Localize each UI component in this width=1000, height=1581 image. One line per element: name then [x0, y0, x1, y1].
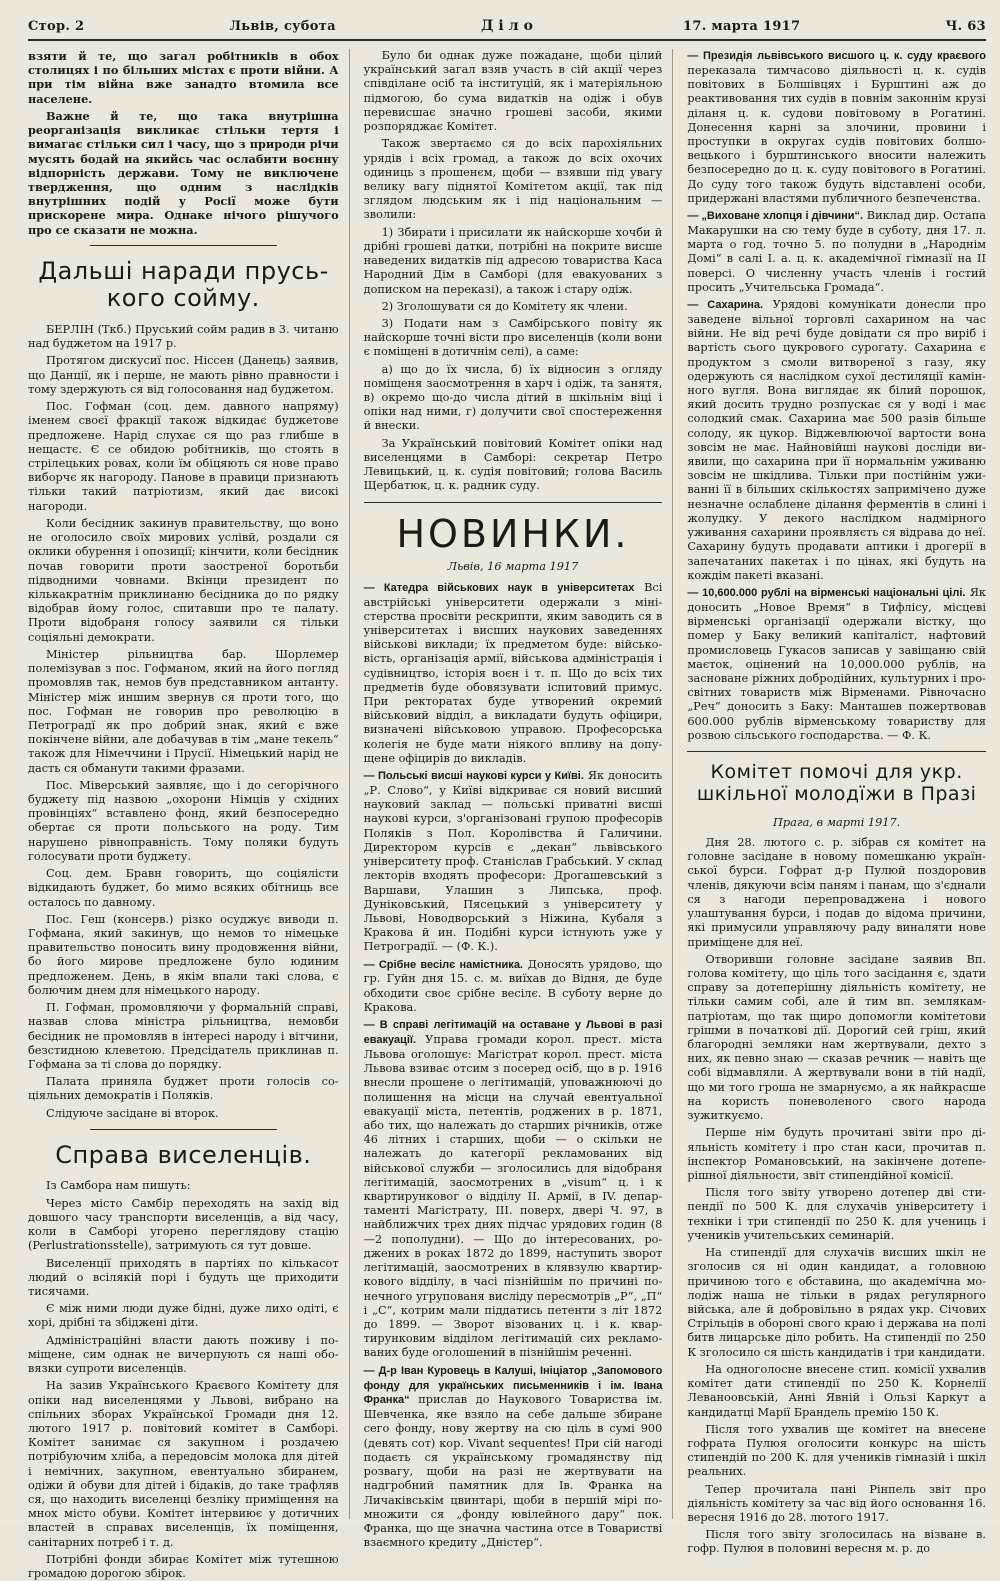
news-item [364, 769, 663, 954]
appeal-paragraph: 3) Подати нам з Самбірського повіту як найскорше точні вісти про виселенців (коли вони є поміщені в дотичнім селі), а саме: [363, 316, 663, 359]
news-item [364, 958, 663, 1016]
appeal-paragraph: 1) Збирати і присилати як найскорше хочби й дрібні грошеві датки, потрібні на покрите висше наведених видатків під адресою товариства Каса Народний Дім в Самборі (для евакуованих з дописком на переказі), а також і стару одіж. [363, 225, 663, 296]
intro-paragraph: взяти й те, що загал робітників в обох столицях і по більших містах є проти війни. А при тім війна вже занадто втомила все населене. [28, 49, 339, 106]
settlers-paragraph: Адміністраційні власти дають поживу і поміщене, сим однак не вичерпують ся наші обовязки супроти виселенців. [28, 1333, 339, 1376]
news-item-head: — 10,600.000 рублі на вірменські національні цілі. [687, 587, 966, 600]
sejm-paragraph: Соц. дем. Бравн говорить, що соціялісти відкидають буджет, бо мимо всяких обітниць все осталось по давному. [28, 867, 339, 909]
intro-paragraph: Важне й те, що така внутрішна реорганізація викликає стільки тертя і вимагає стільки сил і часу, що з природи річи мусять бодай на якийсь час ослабити воєнну відпорність держави. Тому не виключене твердження, що одним з наслідків внутрішних подій у Росії може бути прискорене мира. Однаке нічого рішучого про се сказати не можна. [28, 108, 339, 237]
news-item [687, 49, 986, 206]
news-item-head: — Катедра військових наук в університетах [363, 581, 635, 594]
prague-paragraph: Перше нім будуть прочитані звіти про діяльність комітету і про стан каси, прочитав п. інспектор Романовський, на закінчене дотеперішної діяльности, звіт стипендійної комісії. [687, 1126, 986, 1182]
settlers-paragraph: На зазив Українського Краєвого Комітету для опіки над виселенцями у Львові, вибрано на спільних зборах Української Громади дня 12. лютого 1917 р. повітовий комітет в Самборі. Комітет занимає ся закупном і роздачею потрібуючим хліба, а передовсім молока для дітей і немічних, закупном, евентуально збиранем, одіжи й обуви для дітей і бідаків, до таке трафляв ся, що находить виселенці безліку приміщення на мнох місто обуви. Комітет інтервиює у дотичних властей в справах виселенців, їх поміщення, санітарних потреб і т. д. [28, 1379, 339, 1549]
masthead [28, 18, 986, 41]
news-item [364, 581, 663, 766]
sejm-paragraph: Міністер рільництва бар. Шорлемер полемізував з пос. Гофманом, який на його погляд промовляв так, немов був представником антанту. Міністер між иншим звернув ся проти того, що пос. Гофман не говорив про революцію в Петроградї як про добрий знак, який є вже покінчене війни, але добачував в тім „мане текель“ також для Німеччини і Прусії. Німецький нарід не дасть ся обманути такими фразами. [28, 647, 339, 775]
news-item-body: Всі австрійські університети одержали з міністерства просвіти рескрипти, яким заводить ся в університетах і висших наукових заведеннях військові виклади; їх предметом буде: військовість, організація армії, військова адміністрація і судівництво, історія воєн і т. п. Що до всіх тих предметів буде обовязувати іспитовий примус. При ректоратах буде утворений окремий військовий відділ, а викладати будуть офіцири, визначені військовою управою. Професорська колегія не буде мати ніякого впливу на допущене офіцирів до викладів. [363, 580, 663, 765]
news-item-body: Управа громади корол. прест. міста Львова оголошує: Магістрат корол. прест. міста Львова взиває отсим з посеред осіб, що в р. 1916 внесли прошене о легітимацій, уповажнюючі до полишення на місци на случай евентуальної евакуації міста, петентів, роджених в р. 1871, або тих, що належать до старших річників, отже 46 літних і старших, щоби — о скільки не належать до категорії рекламованих від військової служби — зголосились для відобраня легітимацій, заосмотрених в „visum“ ц. і к квартирунковог о відділу ІІ. Армії, в IV. департаменті Магістрату, ІІІ. поверх, двері Ч. 97, в найближчих трех днях підчас урядових годин (8—2 пополудни). — Що до інтересованих, роджених в роках 1872 до 1899, наступить зворот легітимацій, заосмотрених в клявзулю квартиркового відділу, в часі пізнійшім по причині понечного угрупованя висліду пересмотрів „Р“, „П“ і „С“, котрим мали піддатись петенти з літ 1872 до 1899. — Зворот візованих ц. і к. квартирунковим відділом легітимацій сих рекламованих буде оголошений в пізнійшім реченні. [363, 1033, 663, 1360]
sejm-paragraph: Палата приняла буджет проти голосів соціяльних демократів і Поляків. [28, 1075, 339, 1103]
news-item-head: — Польські висші наукові курси у Київі. [363, 770, 584, 783]
sejm-paragraph: Пос. Міверський заявляє, що і до сегорічного буджету під назвою „охорони Німців у східних провінціях“ вставлено фонд, який безпосередно обертає ся проти польського на роду. Тим нарушено рівноправність. Тому поляки будуть голосувати проти буджету. [28, 778, 339, 863]
news-item-head: — Сахарина. [687, 299, 764, 311]
news-item [687, 298, 986, 583]
prague-paragraph: На одноголосне внесене стип. комісії ухвалив комітет дати стипендії по 250 К. Корнелії Леваноовській, Анні Явній і Ользі Каркут а кандидатці Марії Брандель премію 150 К. [687, 1362, 986, 1419]
settlers-paragraph: Через місто Самбір переходять на захід від довшого часу транспорти виселенців, а від часу, коли в Самборі угорено переглядову стацію (Perlustrationsstelle), затримують ся тут довше. [28, 1196, 339, 1253]
prague-paragraph: Дня 28. лютого с. р. зібрав ся комітет на головне засідане в новому помешканю української бурси. Гофрат д-р Пулюй поздоровив членів, дякуючи всім паням і панам, що з'єднали ся з нагоди перепроваджена і нового улаштування бурси, і подав до відома причини, які примусили управляючу раду виналяти нове приміщене для неї. [687, 835, 986, 949]
news-item-head: — Президія львівського висшого ц. к. суду краєвого [687, 50, 986, 62]
prague-paragraph: Тепер прочитала пані Рінпель звіт про діяльність комітету за час від його основання 16. вересня 1916 до 28. лютого 1917. [687, 1482, 986, 1525]
column-2 [363, 49, 674, 1550]
prague-paragraph: Після того ухвалив ще комітет на внесене гофрата Пулюя оголосити конкурс на шість стипендій по 200 К. для учеників гімназій і шкіл реальних. [687, 1422, 986, 1479]
page-number: Стор. 2 [28, 19, 85, 34]
column-1 [28, 49, 350, 1581]
news-item-head: — В справі легітимацій на оставане у Львові в разі евакуації. [363, 1019, 663, 1046]
news-item-head: — Д-р Іван Куровець в Калуші, Ініціатор „Запомового фонду для українських письменників і ім. Івана Франка“ [363, 1364, 663, 1407]
settlers-paragraph: Із Самбора нам пишуть: [46, 1179, 191, 1193]
news-item-body: переказала тимчасово діяльності ц. к. судів повітових в Болшівцях і Бурштині аж до реактивовання тих судів в повнім законнім крузі діланя ц. к. судови повітовому в Рогатині. Донесення карні за злочини, провини і проступки в округах судів повітових болшовецького і бурштинського вносити належить безпосередно до ц. к. суду повітового в Рогатині. До суду того також будуть відставлені особи, придержані властями публичного безпеченства. [687, 63, 986, 205]
prague-paragraph: Після того звіту утворено дотепер дві стипендії по 500 К. для слухачів університету і техніки і три стипендії по 250 К. для учениць і учеників учительських семинарій. [687, 1186, 986, 1242]
sejm-paragraph: БЕРЛІН (Ткб.) Пруський сойм радив в 3. читаню над буджетом на 1917 р. [28, 323, 339, 351]
headline-settlers: Справа виселенців. [55, 1140, 312, 1169]
news-dateline: Львів, 16 марта 1917 [447, 560, 579, 574]
divider [364, 502, 663, 503]
news-item [364, 1364, 663, 1551]
news-item-body: Як доносить „Новое Время“ в Тифлісу, місцеві вірменські організації одержали вістку, що помер у Баку великий капіталіст, нафтовий промисловець Гукасов записав у завіщаню свій маєток, оцінений на 10,000.000 рублів, на засноване ріжних добродійних, культурних і просвітних товариств між Вірменами. Рівночасно „Реч“ доносить з Баку: Манташев пожертвовав 600.000 рублів вірменському товариству для розвою сільського господарства. — Ф. К. [687, 586, 986, 742]
prague-paragraph: Після того звіту зголосилась на візване в. гофр. Пулюя в половині вересня м. р. до [687, 1528, 986, 1556]
prague-dateline: Прага, в марті 1917. [773, 815, 901, 829]
headline-prague-committee: Комітет помочі для укр. шкільної молодїжи в Празі [696, 761, 977, 805]
prague-paragraph: На стипендії для слухачів висших шкіл не зголосив ся ні один кандидат, а головною причиною того є обставина, що академічна молодіж наша не тільки в рядах регулярного війська, але й добровільно в рядах укр. Січових Стрільців в обороні свого краю і держава на полі битв лицарське діло робить. На стипендії по 250 К зголосило ся шість кандидатів і три кандидати. [687, 1246, 986, 1359]
news-item-body: Виклад дир. Остапа Макарушки на сю тему буде в суботу, дня 17. л. марта о год. точно 5. по полудни в „Народнім Домі“ в салі І. а. ц. к. академічної гімназії на ІІ поверсі. О численну участь членів і гостий просить „Учительська Громада“. [687, 209, 986, 294]
sejm-paragraph: Коли бесідник закинув правительству, що воно не оголосило своїх мирових услівй, роздали ся оклики обурення і опозиції; кінчити, коли бесідник почав говорити проти заостреної боротьби підводними човнами. Вкінци президент по кількакратнім приклинаню бесідника до по рядку відобрав йому голос, спитавши про те палату. Проти відобраня голосу заявили ся тільки соціяльні демократи. [28, 516, 339, 644]
sejm-paragraph: Слідуюче засідане ві второк. [46, 1106, 219, 1120]
columns [28, 49, 986, 1581]
prague-paragraph: Отворивши головне засідане заявив Вп. голова комітету, що ціль того засідання є, здати справу за дотеперішну діяльність комітету, не тільки самим собі, але й тим вп. землякам-патріотам, що так щиро допомогли комітетови грішми в початкові дії. Дорогий сей гріш, який благородні земляки нам жертвували, дехто з них, як певно знаю — сказав речник — навіть ще собі відмавляли. А жертвували вони в тій надії, що ми того гроша не змарнуємо, а як найкрасше на користь поневоленого свого народа зужиткуємо. [687, 952, 986, 1123]
appeal-paragraph: Також звертаємо ся до всіх парохіяльних урядів і всіх громад, а також до всіх охочих одиниць з прошенєм, щоби — взявши під увагу велику вагу піднятої Комітетом акції, так під зглядом людським як і під національним — зволили: [363, 137, 663, 222]
sejm-paragraph: Пос. Гофман (соц. дем. давного напряму) іменем своєї фракції також відкидає буджетове предложене. Нарід слухає ся що раз глибше в нещастє. Є се обидою робітників, що стоять в стрілецьких ровах, коли їм обіцяють ся нове право виборчє як нагороду. Панове в правици признають тільки такий патріотизм, який дає високі нагороди. [28, 400, 339, 513]
divider [687, 751, 986, 752]
settlers-paragraph: Виселенції приходять в партіях по кількасот людий о всілякій порі і будуть ще приходити тисячами. [28, 1256, 339, 1298]
news-item-body: Урядові комунікати донесли про заведене вільної торговлі сахарином на час війни. Не від речі буде довідати ся про виріб і вартість сього цукрового сурогату. Сахарина є продуктом з смоли витвореної з газу, яку одержують ся наслідком сухої дестиляції камінного вугля. Вона виглядає як білий порошок, який досить трудно розпускає ся у воді і має солодкий смак. Сахарина має 500 разів більше солоду, як цукор. Віджевлюючої вартости вона зовсім не має. Найновійші наукові досліди виявили, що сахарина при її нормальнім уживаню зовсім не шкідлива. Тільки при постійнім уживанні її в більших скількостях запримічено дуже незначне ослаблене ділання ферментів в слині і жолудку. У декого наслідком надмірного уживання сахарини проявляєть ся відрава до неї. Сахарину будуть продавати аптики і дрогерії в запечатаних пакетах і по цінах, які будуть на кождім пакеті вказані. [687, 298, 986, 582]
news-item-head: — Срібне весілє намістника. [363, 958, 523, 971]
sejm-paragraph: П. Гофман, промовляючи у формальній справі, назвав слова міністра рільництва, немовби бесідник не промовляв в інтересі народу і вітчини, безстидною клеветою. Предсідатель приклинав п. Гофмана за ті слова до порядку. [28, 1001, 339, 1071]
settlers-paragraph: Є між ними люди дуже бідні, дуже лихо одіті, є хорі, дрібні та збіджені діти. [28, 1302, 339, 1330]
news-item-body: Доносять урядово, що гр. Гуйн дня 15. с. м. виїхав до Відня, де буде обходити своє срібне весілє. В суботу верне до Кракова. [363, 957, 663, 1014]
sejm-paragraph: Пос. Геш (консерв.) різко осуджує виводи п. Гофмана, який закинув, що немов то німецьке правительство поносить вину продовження війни, бо його мирове предложене було юдиним предложенем. День, в якім впали такі слова, є болючим днем для німецького народу. [28, 912, 339, 997]
sejm-paragraph: Протягом дискусиї пос. Ніссен (Данець) заявив, що Данції, як і перше, не мають рівно правности і тому здержують ся від голосовання над буджетом. [28, 354, 339, 396]
appeal-paragraph: а) що до їх числа, б) їх відносин з огляду поміщеня заосмотрення в харч і одіж, та занятя, в) окремо що-до числа дітий в шкільнім віці і опіки над ними, г) долучити свої спостереження й внески. [363, 362, 663, 433]
news-item-head: — „Виховане хлопця і дівчини“. [687, 210, 864, 223]
headline-sejm: Дальші наради пруського сойму. [38, 256, 329, 313]
news-item [687, 209, 986, 295]
divider [90, 245, 276, 246]
column-3 [687, 49, 986, 1556]
news-section-title: НОВИНКИ. [396, 511, 630, 556]
news-item [364, 1018, 663, 1361]
news-item-body: прислав до Наукового Товариства ім. Шевченка, яке взяло на себе дальше збиране сего фонду, нову жертву на сю ціль в сумі 900 (девять сот) кор. Vivant sequentes! При сій нагоді подаєть ся українському громадянству під розвагу, щоби на разі не жертвувати на надгробний памятник для Ів. Франка на Личаківськім цвинтарі, щоби в першій мірі помножити ся „фонду ювілейного дару“ пок. Франка, що ще значна частина отсе в Товаристві взаємного кредиту „Дністер“. [363, 1393, 663, 1550]
place-day: Львів, субота [229, 19, 336, 34]
appeal-paragraph: 2) Зголошувати ся до Комітету як члени. [381, 299, 628, 313]
issue-date: 17. марта 1917 [683, 19, 801, 34]
paper-title: Діло [480, 18, 538, 34]
news-item [687, 586, 986, 743]
appeal-paragraph: За Український повітовий Комітет опіки над виселенцями в Самборі: секретар Петро Левицький, ц. к. судія повітовий; голова Василь Щербатюк, ц. к. радник суду. [363, 436, 663, 493]
issue-number: Ч. 63 [945, 19, 986, 34]
settlers-paragraph: Потрібні фонди збирає Комітет між тутешною громадою дорогою збірок. [28, 1552, 339, 1581]
news-item-body: Як доносить „Р. Слово“, у Київі відкриває ся новий висший науковий заклад — польські приватні висші наукові курси, з'організовані групою професорів Поляків з Пол. Королівства й Галичини. Директором курсів є „декан“ львівського університету проф. Станіслав Грабський. У склад лекторів входять професори: Дрогашевський з Варшави, Улашин з Липська, проф. Дуніковський, Пясецький з університету у Львові, Новодворський з Ніжина, Кубаля з Кракова й ин. Подібні курси істнують уже у Петроградії. — (Ф. К.). [363, 769, 663, 954]
appeal-paragraph: Було би однак дуже пожадане, щоби цілий український загал взяв участь в сій акції через співділане осіб та інституцій, як і матеріяльною підмогою, бо сума видатків на одіж і обув перевисшає значно грошеві засоби, якими розпоряджає Комітет. [363, 49, 663, 134]
divider [90, 1129, 276, 1130]
